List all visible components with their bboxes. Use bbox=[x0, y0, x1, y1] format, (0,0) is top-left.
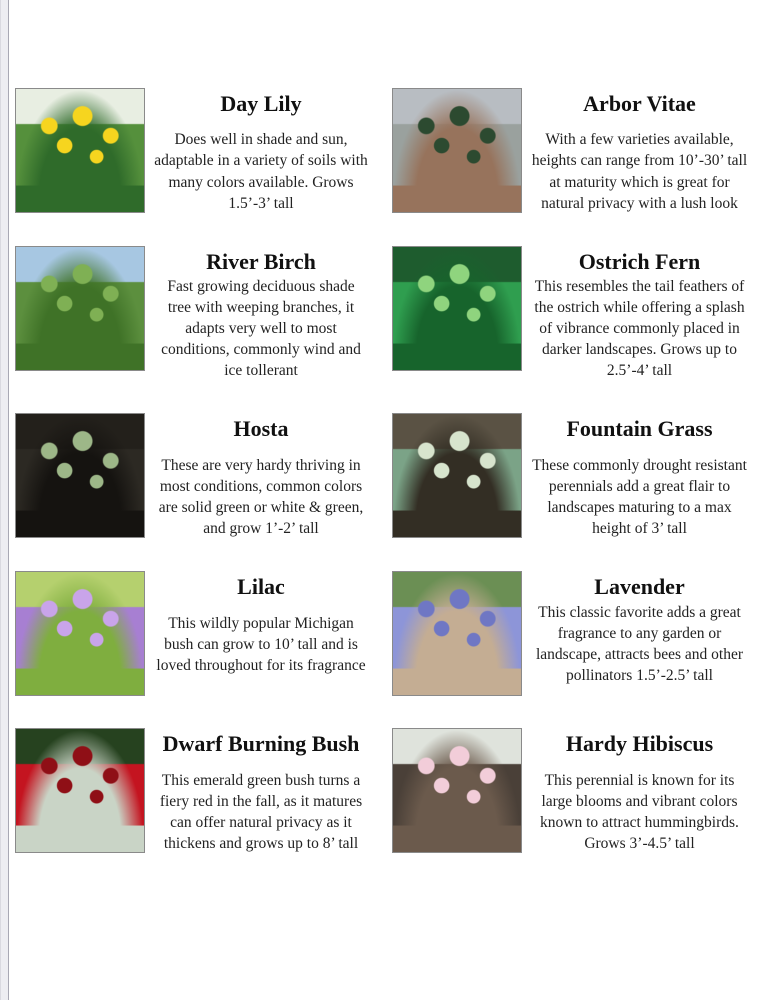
plant-description: This resembles the tail feathers of the ostrich while offering a splash of vibrance commonly placed in darker landscapes. Grows up to 2.5’-4’ tall bbox=[534, 278, 745, 380]
plant-title: Day Lily bbox=[220, 91, 302, 116]
plant-entry-arbor-vitae bbox=[392, 88, 748, 214]
plant-text-block bbox=[154, 413, 368, 539]
plant-entry-river-birch bbox=[15, 246, 368, 382]
plant-text-block bbox=[154, 246, 368, 382]
ostrich-fern-photo bbox=[392, 246, 522, 371]
plant-entry-lilac bbox=[15, 571, 368, 696]
plant-title: Fountain Grass bbox=[566, 416, 713, 442]
plant-text-block bbox=[531, 88, 748, 214]
plant-text-block bbox=[154, 728, 368, 854]
plant-title: Hosta bbox=[233, 416, 289, 442]
plant-title: Hardy Hibiscus bbox=[565, 731, 714, 757]
plant-text-block bbox=[154, 88, 368, 214]
plant-entry-fountain-grass bbox=[392, 413, 748, 539]
fountain-grass-photo bbox=[392, 413, 522, 538]
hibiscus-photo bbox=[392, 728, 522, 853]
river-birch-photo bbox=[15, 246, 145, 371]
plant-text-block bbox=[531, 246, 748, 382]
plant-entry-day-lily bbox=[15, 88, 368, 214]
plant-entry-hosta bbox=[15, 413, 368, 539]
arbor-vitae-photo bbox=[392, 88, 522, 213]
plant-description: Does well in shade and sun, adaptable in a variety of soils with many colors available. Grows 1.5’-3’ tall bbox=[154, 131, 368, 212]
plant-title: Arbor Vitae bbox=[583, 91, 696, 116]
plant-description: These commonly drought resistant perennials add a great flair to landscapes maturing to a max height of 3’ tall bbox=[532, 456, 747, 538]
lavender-photo bbox=[392, 571, 522, 696]
burning-bush-photo bbox=[15, 728, 145, 853]
lilac-photo bbox=[15, 571, 145, 696]
hosta-photo bbox=[15, 413, 145, 538]
plant-title: Ostrich Fern bbox=[578, 248, 701, 274]
plant-title: Lavender bbox=[594, 574, 685, 600]
plant-description: Fast growing deciduous shade tree with weeping branches, it adapts very well to most conditions, commonly wind and ice tollerant bbox=[161, 278, 361, 380]
plant-description: These are very hardy thriving in most conditions, common colors are solid green or white & green, and grow 1’-2’ tall bbox=[158, 456, 364, 538]
plant-text-block bbox=[531, 413, 748, 539]
plant-description: This perennial is known for its large blooms and vibrant colors known to attract hummingbirds. Grows 3’-4.5’ tall bbox=[540, 771, 739, 852]
plant-title: Lilac bbox=[237, 574, 285, 600]
plant-entry-ostrich-fern bbox=[392, 246, 748, 382]
plant-catalog-grid bbox=[15, 88, 748, 854]
plant-entry-hardy-hibiscus bbox=[392, 728, 748, 854]
plant-description: This emerald green bush turns a fiery red in the fall, as it matures can offer natural privacy as it thickens and grows up to 8’ tall bbox=[159, 771, 363, 852]
page-edge-strip bbox=[0, 0, 9, 1000]
plant-title: Dwarf Burning Bush bbox=[162, 731, 360, 757]
plant-text-block bbox=[531, 571, 748, 696]
plant-entry-lavender bbox=[392, 571, 748, 696]
plant-text-block bbox=[531, 728, 748, 854]
plant-title: River Birch bbox=[206, 248, 316, 274]
plant-text-block bbox=[154, 571, 368, 696]
plant-description: This wildly popular Michigan bush can grow to 10’ tall and is loved throughout for its fragrance bbox=[156, 614, 366, 674]
day-lily-photo bbox=[15, 88, 145, 213]
plant-description: With a few varieties available, heights can range from 10’-30’ tall at maturity which is great for natural privacy with a lush look bbox=[531, 131, 748, 212]
plant-description: This classic favorite adds a great fragrance to any garden or landscape, attracts bees and other pollinators 1.5’-2.5’ tall bbox=[535, 603, 743, 684]
plant-entry-dwarf-burning-bush bbox=[15, 728, 368, 854]
